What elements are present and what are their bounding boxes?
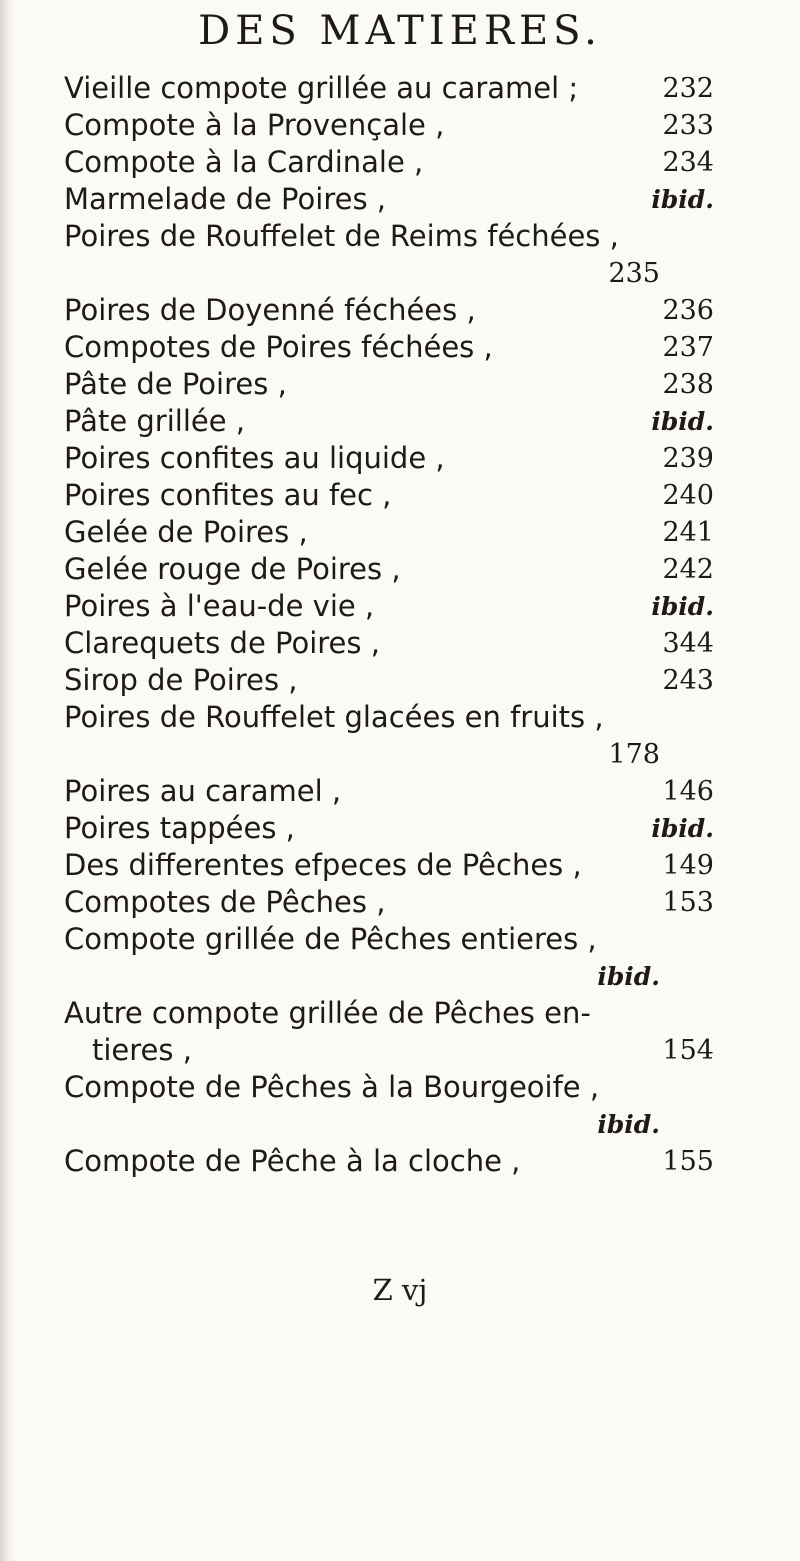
index-entry: [64, 292, 714, 329]
entry-page: 236: [662, 295, 714, 326]
entry-page: 146: [662, 776, 714, 807]
index-entries: [64, 70, 714, 1180]
index-entry: [64, 773, 714, 810]
index-entry: [64, 921, 714, 995]
entry-page: 235: [608, 258, 660, 289]
entry-page: 178: [608, 739, 660, 770]
index-entry: [64, 181, 714, 218]
entry-page: 149: [662, 850, 714, 881]
entry-page: ibid.: [651, 407, 714, 436]
index-entry: [64, 551, 714, 588]
entry-label: Poires tappées ,: [64, 811, 295, 845]
entry-label: tieres ,: [92, 1033, 192, 1067]
entry-label: Poires de Rouffelet glacées en fruits ,: [64, 700, 604, 734]
entry-label: Poires confites au fec ,: [64, 478, 392, 512]
index-entry: [64, 995, 714, 1032]
index-entry: [64, 1069, 714, 1143]
running-head: DES MATIERES.: [198, 8, 602, 54]
index-entry: [64, 588, 714, 625]
entry-label: Compotes de Pêches ,: [64, 885, 386, 919]
entry-label: Compote à la Provençale ,: [64, 108, 445, 142]
index-entry: [64, 662, 714, 699]
entry-label: Pâte grillée ,: [64, 404, 246, 438]
entry-page: 243: [662, 665, 714, 696]
entry-label: Poires de Rouffelet de Reims féchées ,: [64, 219, 619, 253]
entry-label: Compote à la Cardinale ,: [64, 145, 424, 179]
entry-label: Marmelade de Poires ,: [64, 182, 386, 216]
entry-label: Poires à l'eau-de vie ,: [64, 589, 375, 623]
entry-label: Vieille compote grillée au caramel ;: [64, 71, 579, 105]
entry-label: Poires au caramel ,: [64, 774, 342, 808]
index-entry: [64, 440, 714, 477]
index-entry-continuation: [64, 1032, 714, 1069]
index-entry: [64, 218, 714, 292]
entry-label: Compote de Pêches à la Bourgeoife ,: [64, 1070, 600, 1104]
index-entry: [64, 477, 714, 514]
entry-page: 242: [662, 554, 714, 585]
entry-page: ibid.: [651, 592, 714, 621]
index-entry: [64, 625, 714, 662]
index-entry: [64, 144, 714, 181]
index-entry: [64, 107, 714, 144]
entry-label: Autre compote grillée de Pêches en-: [64, 996, 591, 1030]
entry-label: Poires de Doyenné féchées ,: [64, 293, 476, 327]
entry-page: 237: [662, 332, 714, 363]
entry-label: Pâte de Poires ,: [64, 367, 287, 401]
index-entry: [64, 329, 714, 366]
entry-page: 240: [662, 480, 714, 511]
entry-page: 154: [662, 1035, 714, 1066]
entry-label: Sirop de Poires ,: [64, 663, 298, 697]
entry-label: Gelée de Poires ,: [64, 515, 308, 549]
entry-page: ibid.: [651, 814, 714, 843]
entry-page: 344: [662, 628, 714, 659]
entry-page: ibid.: [597, 1110, 660, 1139]
entry-label: Compotes de Poires féchées ,: [64, 330, 493, 364]
index-entry: [64, 70, 714, 107]
index-entry: [64, 810, 714, 847]
entry-page: 153: [662, 887, 714, 918]
index-entry: [64, 847, 714, 884]
entry-page: 234: [662, 147, 714, 178]
index-entry: [64, 514, 714, 551]
entry-page: 155: [662, 1146, 714, 1177]
index-entry: [64, 884, 714, 921]
entry-label: Compote grillée de Pêches entieres ,: [64, 922, 597, 956]
entry-page: 232: [662, 73, 714, 104]
index-entry: [64, 699, 714, 773]
entry-page: 239: [662, 443, 714, 474]
entry-label: Clarequets de Poires ,: [64, 626, 380, 660]
entry-page: 233: [662, 110, 714, 141]
entry-label: Gelée rouge de Poires ,: [64, 552, 401, 586]
index-entry: [64, 366, 714, 403]
index-entry: [64, 1143, 714, 1180]
entry-page: ibid.: [597, 962, 660, 991]
entry-label: Des differentes efpeces de Pêches ,: [64, 848, 582, 882]
page-binding-edge: [0, 0, 14, 1561]
entry-page: 238: [662, 369, 714, 400]
entry-page: 241: [662, 517, 714, 548]
entry-label: Compote de Pêche à la cloche ,: [64, 1144, 521, 1178]
index-entry: [64, 403, 714, 440]
signature-mark: Z vj: [372, 1273, 428, 1307]
entry-label: Poires confites au liquide ,: [64, 441, 445, 475]
entry-page: ibid.: [651, 185, 714, 214]
